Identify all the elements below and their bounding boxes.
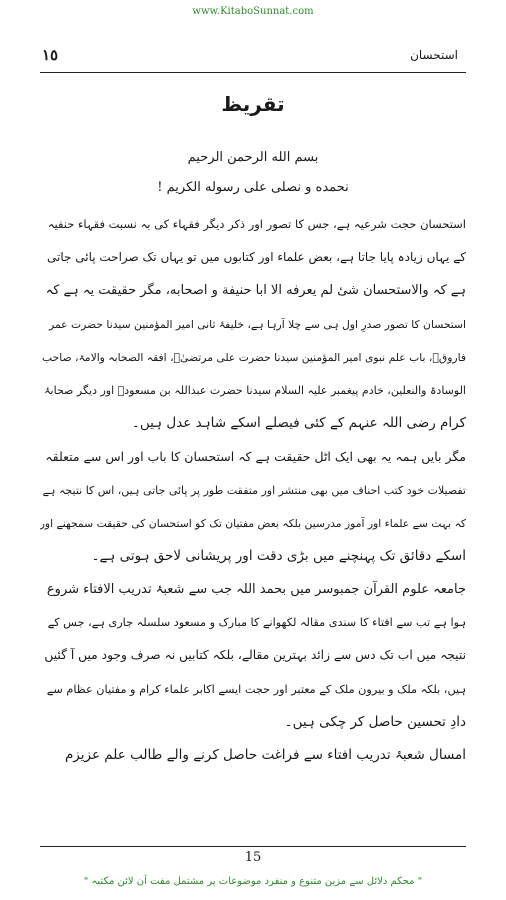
- site-url[interactable]: www.KitaboSunnat.com: [192, 6, 314, 17]
- text-line: الوسادۃ والنعلین، خادم پیغمبر علیہ السلام سیدنا حضرت عبداللہ بن مسعودؓ اور دیگر صحابۂ: [44, 383, 466, 397]
- header-divider: [40, 72, 466, 73]
- page-header: [40, 46, 466, 68]
- text-line: ہے کہ والاستحسان شیٔ لم یعرفه الا ابا حنیفة و اصحابه، مگر حقیقت یہ ہے کہ: [45, 283, 466, 299]
- text-line: کہ بہت سے علماء اور آموز مدرسین بلکہ بعض مفتیان تک کو استحسان کی حقیقت سمجھنے اور: [40, 516, 466, 530]
- doxology: نحمده و نصلی علی رسوله الکریم !: [157, 180, 349, 195]
- text-line: تفصیلات خود کتب احناف میں بھی منتشر اور متفقت طور پر پائی جاتی ہیں، اس کا نتیجہ ہے: [42, 483, 466, 497]
- text-line: اسکے دقائق تک پہنچنے میں بڑی دقت اور پریشانی لاحق ہوتی ہے۔: [91, 547, 466, 564]
- text-line: مگر بایں ہمہ یہ بھی ایک اٹل حقیقت ہے کہ استحسان کا باب اور اس سے متعلقہ: [45, 449, 466, 465]
- footer-note: " محکم دلائل سے مزین متنوع و منفرد موضوعات پر مشتمل مفت آن لائن مکتبہ ": [83, 876, 423, 887]
- text-line: دادِ تحسین حاصل کر چکی ہیں۔: [284, 713, 466, 730]
- body-text: [40, 208, 466, 772]
- text-line: جامعہ علوم القرآن جمبوسر میں بحمد اللہ جب سے شعبۂ تدریب الافتاء شروع: [46, 582, 466, 598]
- page-title: تقریظ: [221, 92, 285, 116]
- text-line: استحسان کا تصور صدرِ اول ہی سے چلا آرہا ہے، خلیفۂ ثانی امیر المؤمنین سیدنا حضرت عمر: [49, 317, 466, 331]
- text-line: امسال شعبۂ تدریب افتاء سے فراغت حاصل کرنے والے طالب علم عزیزم: [64, 747, 466, 763]
- text-line: ہوا ہے تب سے افتاء کا سندی مقالہ لکھوانے کا مبارک و مسعود سلسلہ جاری ہے، جس کے: [47, 616, 466, 630]
- text-line: نتیجہ میں اب تک دس سے زائد بہترین مقالے، بلکہ کتابیں نہ صرف وجود میں آ گئیں: [44, 648, 466, 663]
- text-line: کے یہاں زیادہ پایا جاتا ہے، بعض علماء اور کتابوں میں تو یہاں تک صراحت پائی جاتی: [47, 250, 466, 265]
- footer-page-number: 15: [244, 850, 262, 865]
- text-line: کرام رضی اللہ عنہم کے کئی فیصلے اسکے شاہد عدل ہیں۔: [131, 415, 466, 432]
- footer-divider: [40, 846, 466, 847]
- header-page-number: ١٥: [42, 46, 59, 64]
- running-title: استحسان: [410, 48, 458, 62]
- text-line: استحسان حجت شرعیہ ہے، جس کا تصور اور ذکر دیگر فقہاء کی بہ نسبت فقہاء حنفیہ: [47, 217, 466, 231]
- text-line: فاروقؓ، باب علم نبوی امیر المؤمنین سیدنا حضرت علی مرتضیٰؓ، افقہ الصحابہ والامۃ، صاحب: [42, 350, 466, 364]
- basmala: بسم الله الرحمن الرحیم: [187, 150, 319, 165]
- text-line: ہیں، بلکہ ملک و بیرون ملک کے معتبر اور حجت ایسے اکابر علماء کرام و مفتیان عظام سے: [46, 682, 466, 696]
